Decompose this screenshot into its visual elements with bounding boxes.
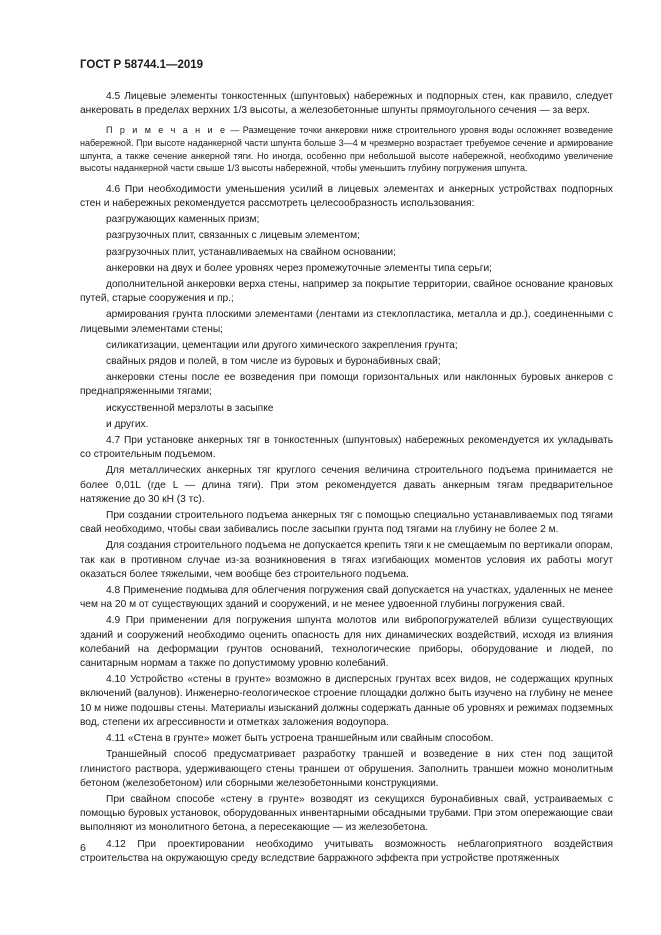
list-item: анкеровки на двух и более уровнях через промежуточные элементы типа серьги;: [106, 262, 493, 274]
paragraph: При создании строительного подъема анкерных тяг с помощью специально устанавливаемых под тягами свай необходимо, чтобы сваи забивались после засыпки грунта под тягами на глубину не более 2 м.: [80, 510, 613, 536]
paragraph-4-8: 4.8 Применение подмыва для облегчения погружения свай допускается на участках, удаленных не менее чем на 20 м от существующих зданий и сооружений, и не менее удвоенной глубины погружения свай.: [80, 585, 613, 611]
list-item: разгружающих каменных призм;: [106, 214, 260, 226]
list-item: свайных рядов и полей, в том числе из буровых и буронабивных свай;: [106, 356, 441, 368]
document-header: ГОСТ Р 58744.1—2019: [80, 59, 204, 71]
note-block: [80, 124, 613, 174]
paragraph-4-5: 4.5 Лицевые элементы тонкостенных (шпунтовых) набережных и подпорных стен, как правило, следует анкеровать в пределах верхних 1/3 высоты, а железобетонные шпунты прямоугольного сечения — за верх.: [80, 91, 613, 117]
paragraph-4-9: 4.9 При применении для погружения шпунта молотов или вибропогружателей вблизи существующих зданий и сооружений необходимо оценить опасность для них динамических воздействий, исходя из влияния колебаний на деформации грунтов оснований, технологические приборы, оборудование и людей, по санитарным нормам а также по допустимому уровню колебаний.: [80, 615, 613, 670]
note-label: П р и м е ч а н и е: [106, 125, 227, 136]
paragraph: Для создания строительного подъема не допускается крепить тяги к не смещаемым по вертикали опорам, так как в противном случае из-за возникновения в тягах изгибающих моментов условия их работы могут оказаться более тяжелыми, чем вообще без строительного подъема.: [80, 540, 613, 580]
paragraph: Траншейный способ предусматривает разработку траншей и возведение в них стен под защитой глинистого раствора, удерживающего стены траншеи от обрушения. Заполнить траншеи можно монолитным бетоном (железобетоном) или сборными железобетонными конструкциями.: [80, 749, 613, 789]
list-item: анкеровки стены после ее возведения при помощи горизонтальных или наклонных буровых анкеров с преднапряженными тягами;: [80, 372, 613, 398]
list-item: армирования грунта плоскими элементами (лентами из стеклопластика, металла и др.), соединенными с лицевыми элементами стены;: [80, 309, 613, 335]
list-item: искусственной мерзлоты в засыпке: [106, 402, 274, 414]
paragraph-4-12: 4.12 При проектировании необходимо учитывать возможность неблагоприятного воздействия строительства на окружающую среду вследствие барражного эффекта при устройстве протяженных: [80, 838, 613, 864]
list-item: разгрузочных плит, устанавливаемых на свайном основании;: [106, 246, 396, 258]
paragraph-4-11: 4.11 «Стена в грунте» может быть устроена траншейным или свайным способом.: [106, 733, 494, 745]
paragraph: При свайном способе «стену в грунте» возводят из секущихся буронабивных свай, устраиваемых с помощью буровых установок, оборудованных инвентарными обсадными трубами. При этом опережающие сваи выполняют из монолитного бетона, а пересекающие — из железобетона.: [80, 793, 613, 834]
paragraph-4-7: 4.7 При установке анкерных тяг в тонкостенных (шпунтовых) набережных рекомендуется их укладывать со строительным подъемом.: [80, 435, 613, 461]
paragraph-4-10: 4.10 Устройство «стены в грунте» возможно в дисперсных грунтах всех видов, не содержащих крупных включений (валунов). Инженерно-геологическое строение площадки должно быть изучено на глубину не менее 10 м ниже подошвы стены. Материалы изысканий должны содержать данные об уровнях и режимах подземных вод, степени их агрессивности и отметках заложения водоупора.: [80, 674, 613, 728]
paragraph-4-6: 4.6 При необходимости уменьшения усилий в лицевых элементах и анкерных устройствах подпорных стен и набережных рекомендуется рассмотреть целесообразность использования:: [80, 183, 613, 209]
list-item: силикатизации, цементации или другого химического закрепления грунта;: [106, 339, 458, 351]
page-number: 6: [80, 842, 86, 854]
document-body: [80, 90, 613, 868]
list-item: и других.: [106, 418, 149, 430]
paragraph: Для металлических анкерных тяг круглого сечения величина строительного подъема принимается не более 0,01L (где L — длина тяги). При этом рекомендуется давать анкерным тягам предварительное натяжение до 30 кН (3 тс).: [80, 465, 613, 505]
list-item: разгрузочных плит, связанных с лицевым элементом;: [106, 230, 360, 242]
note-text: — Размещение точки анкеровки ниже строительного уровня воды осложняет возведение набережной. При высоте наданкерной части шпунта больше 3—4 м чрезмерно возрастает требуемое сечение и армирование шпунта, а также сечение анкерной тяги. Но иногда, особенно при небольшой высоте набережной, необходимо увеличение высоты наданкерной части свыше 1/3 высоты набережной, чтобы уменьшить глубину погружения шпунта.: [80, 125, 614, 174]
list-item: дополнительной анкеровки верха стены, например за покрытие территории, свайное основание крановых путей, старые сооружения и пр.;: [80, 279, 613, 305]
